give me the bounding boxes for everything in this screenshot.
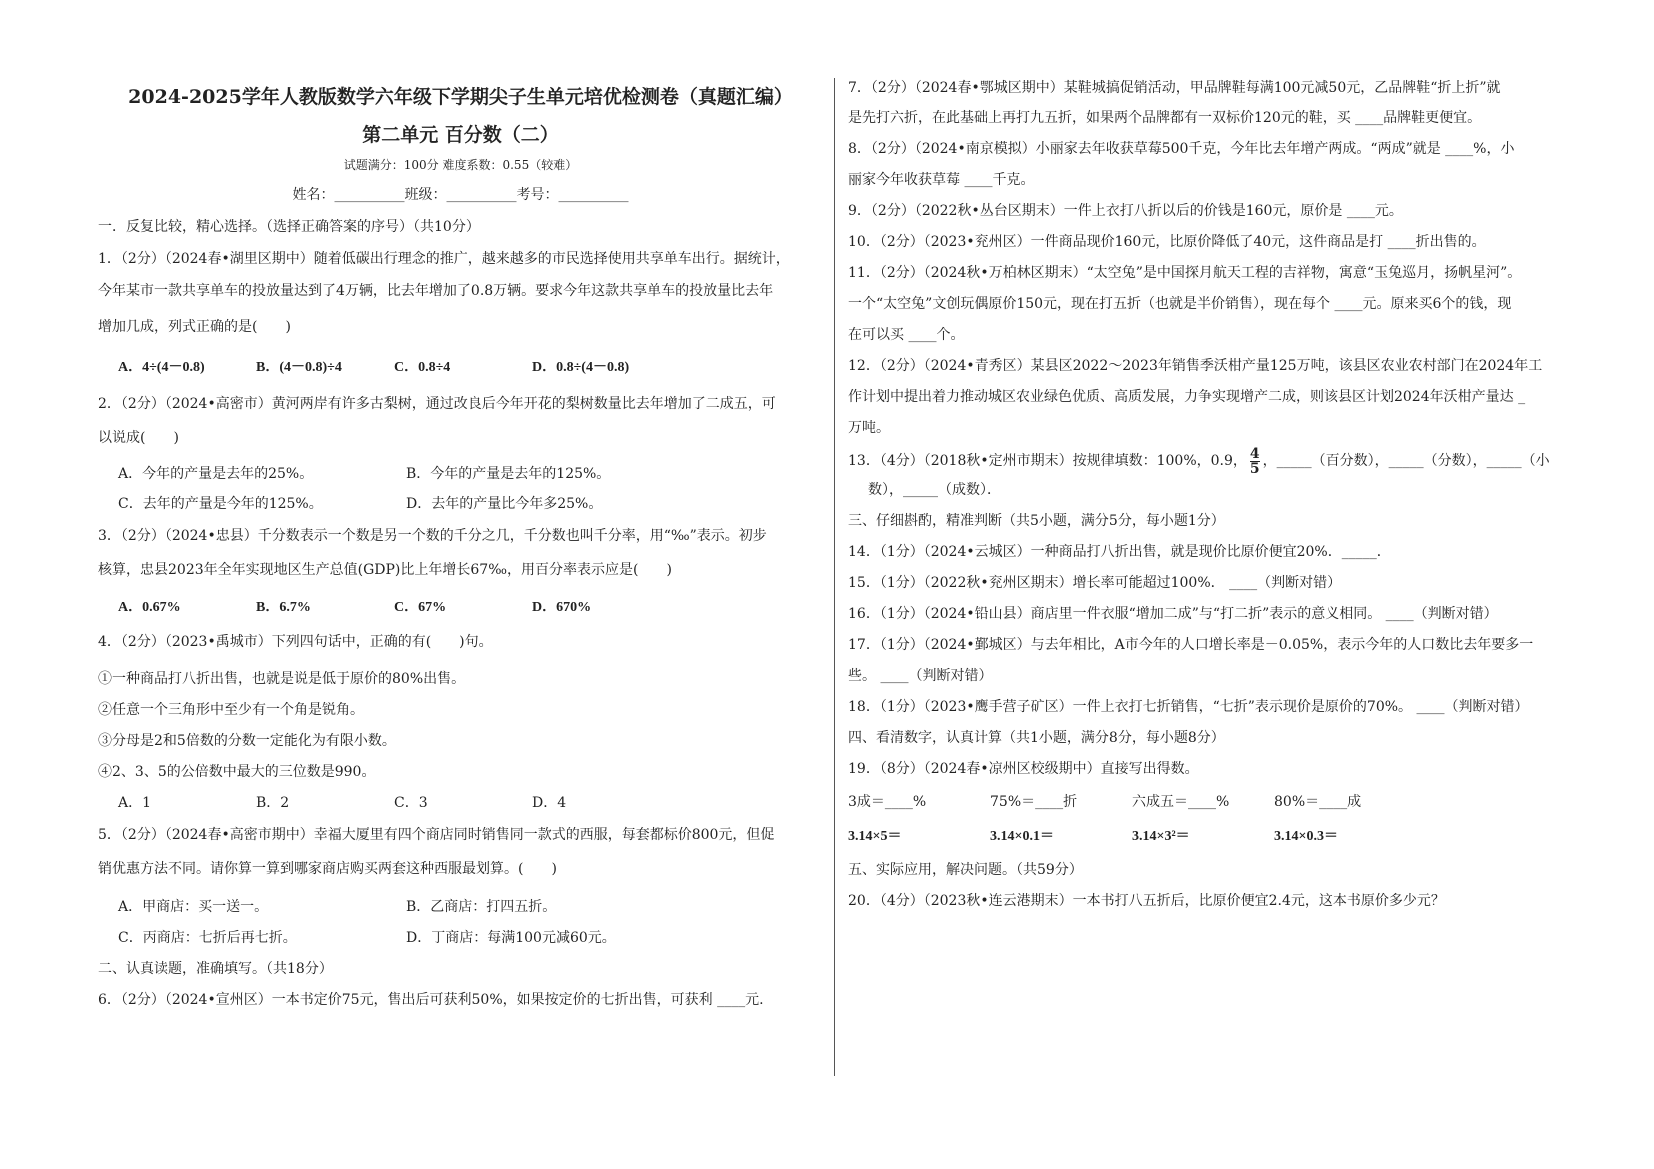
calc-item: 3.14×3²＝ [1132, 829, 1190, 844]
question-12 [848, 356, 1568, 438]
q8-line: 丽家今年收获草莓 ____千克。 [848, 172, 1035, 188]
q4-statement: ③分母是2和5倍数的分数一定能化为有限小数。 [98, 733, 396, 749]
q2-line: 2．（2分）（2024•高密市）黄河两岸有许多古梨树，通过改良后今年开花的梨树数量比去年增加了二成五，可 [98, 396, 776, 412]
calc-row [848, 827, 1568, 847]
option: A．甲商店：买一送一。 [118, 899, 269, 915]
q1-line: 今年某市一款共享单车的投放量达到了4万辆，比去年增加了0.8万辆。要求今年这款共享单车的投放量比去年 [98, 283, 774, 299]
q4-statement: ④2、3、5的公倍数中最大的三位数是990。 [98, 764, 376, 780]
option: B．乙商店：打四五折。 [406, 899, 557, 915]
calc-row [848, 792, 1568, 812]
exam-title: 2024-2025学年人教版数学六年级下学期尖子生单元培优检测卷（真题汇编） [128, 86, 793, 108]
calc-item: 3成＝____% [848, 794, 927, 810]
q7-line: 是先打六折，在此基础上再打九五折，如果两个品牌都有一双标价120元的鞋，买 ____品牌鞋更便宜。 [848, 110, 1482, 126]
question-16: 16．（1分）（2024•铅山县）商店里一件衣服“增加二成”与“打二折”表示的意义相同。 ____（判断对错） [848, 606, 1498, 622]
student-info: 姓名：__________班级：__________考号：__________ [292, 187, 629, 203]
option: A．4÷(4－0.8) [118, 360, 205, 375]
q13-line: 数），_____（成数）． [868, 482, 1001, 498]
left-column [98, 74, 823, 1010]
q13-text: ，_____（百分数），_____（分数），_____（小 [1262, 453, 1550, 469]
option: B．(4－0.8)÷4 [256, 360, 342, 375]
q7-line: 7．（2分）（2024春•鄂城区期中）某鞋城搞促销活动，甲品牌鞋每满100元减50元，乙品牌鞋“折上折”就 [848, 80, 1501, 96]
q3-line: 3．（2分）（2024•忠县）千分数表示一个数是另一个数的千分之几，千分数也叫千分率，用“‰”表示。初步 [98, 528, 767, 544]
question-4 [98, 632, 823, 813]
q2-line: 以说成( ) [98, 430, 179, 446]
question-11 [848, 263, 1568, 345]
question-9: 9．（2分）（2022秋•丛台区期末）一件上衣打八折以后的价钱是160元，原价是 ____元。 [848, 203, 1403, 219]
q5-line: 销优惠方法不同。请你算一算到哪家商店购买两套这种西服最划算。( ) [98, 861, 557, 877]
option: D．4 [532, 795, 567, 811]
q12-line: 12．（2分）（2024•青秀区）某县区2022～2023年销售季沃柑产量125万吨，该县区农业农村部门在2024年工 [848, 358, 1543, 374]
option: A．1 [118, 795, 152, 811]
section-4-heading: 四、看清数字，认真计算（共1小题，满分8分，每小题8分） [848, 730, 1225, 746]
q5-options [98, 897, 823, 917]
option: D．670% [532, 600, 592, 615]
option: D．丁商店：每满100元减60元。 [406, 930, 616, 946]
section-3-heading: 三、仔细斟酌，精准判断（共5小题，满分5分，每小题1分） [848, 513, 1225, 529]
calc-item: 75%＝____折 [990, 794, 1078, 810]
q1-options [98, 358, 823, 378]
option: C．去年的产量是今年的125%。 [118, 496, 323, 512]
question-10: 10．（2分）（2023•兖州区）一件商品现价160元，比原价降低了40元，这件商品是打 ____折出售的。 [848, 234, 1486, 250]
option: B．6.7% [256, 600, 311, 615]
question-20: 20．（4分）（2023秋•连云港期末）一本书打八五折后，比原价便宜2.4元，这本书原价多少元？ [848, 893, 1445, 909]
option: C．3 [394, 795, 428, 811]
q12-line: 作计划中提出着力推动城区农业绿色优质、高质发展，力争实现增产二成，则该县区计划2024年沃柑产量达 _ [848, 389, 1526, 405]
question-19: 19．（8分）（2024春•凉州区校级期中）直接写出得数。 [848, 761, 1199, 777]
q4-statement: ②任意一个三角形中至少有一个角是锐角。 [98, 702, 364, 718]
question-7 [848, 78, 1568, 128]
q13-text: 13．（4分）（2018秋•定州市期末）按规律填数：100%，0.9， [848, 453, 1247, 469]
q17-line: 17．（1分）（2024•鄞城区）与去年相比，A市今年的人口增长率是－0.05%，表示今年的人口数比去年要多一 [848, 637, 1534, 653]
question-1 [98, 249, 823, 378]
fraction-numerator: 4 [1249, 445, 1260, 462]
q4-line: 4．（2分）（2023•禹城市）下列四句话中，正确的有( )句。 [98, 634, 493, 650]
q3-line: 核算，忠县2023年全年实现地区生产总值(GDP)比上年增长67‰，用百分率表示应是( ) [98, 562, 672, 578]
option: D．去年的产量比今年多25%。 [406, 496, 603, 512]
option: A．今年的产量是去年的25%。 [118, 466, 314, 482]
q1-line: 1．（2分）（2024春•湖里区期中）随着低碳出行理念的推广，越来越多的市民选择使用共享单车出行。据统计， [98, 251, 790, 267]
question-18: 18．（1分）（2023•鹰手营子矿区）一件上衣打七折销售，“七折”表示现价是原价的70%。 ____（判断对错） [848, 699, 1529, 715]
q4-options [98, 793, 823, 813]
q5-options [98, 928, 823, 948]
option: A．0.67% [118, 600, 181, 615]
q13-line [848, 444, 1568, 478]
option: D．0.8÷(4－0.8) [532, 360, 630, 375]
question-2 [98, 394, 823, 514]
q3-options [98, 598, 823, 618]
unit-subtitle: 第二单元 百分数（二） [362, 124, 559, 146]
question-6: 6．（2分）（2024•宣州区）一本书定价75元，售出后可获利50%，如果按定价的七折出售，可获利 ____元. [98, 992, 764, 1008]
q17-line: 些。 ____（判断对错） [848, 668, 993, 684]
calc-item: 3.14×0.1＝ [990, 829, 1054, 844]
question-13 [848, 444, 1568, 500]
option: C．丙商店：七折后再七折。 [118, 930, 297, 946]
fraction-denominator: 5 [1249, 460, 1260, 477]
q11-line: 一个“太空兔”文创玩偶原价150元，现在打五折（也就是半价销售），现在每个 ____元。原来买6个的钱，现 [848, 296, 1512, 312]
question-15: 15．（1分）（2022秋•兖州区期末）增长率可能超过100%． ____（判断对错） [848, 575, 1342, 591]
question-3 [98, 526, 823, 618]
option: B．今年的产量是去年的125%。 [406, 466, 611, 482]
option: C．67% [394, 600, 447, 615]
calc-item: 3.14×5＝ [848, 829, 902, 844]
calc-item: 80%＝____成 [1274, 794, 1362, 810]
q5-line: 5．（2分）（2024春•高密市期中）幸福大厦里有四个商店同时销售同一款式的西服，每套都标价800元，但促 [98, 827, 775, 843]
column-divider [834, 78, 835, 1076]
q11-line: 在可以买 ____个。 [848, 327, 965, 343]
exam-meta: 试题满分：100分 难度系数：0.55（较难） [343, 158, 578, 172]
right-column [848, 74, 1568, 911]
q12-line: 万吨。 [848, 420, 890, 436]
q2-options [98, 464, 823, 484]
q1-line: 增加几成，列式正确的是( ) [98, 319, 291, 335]
question-17 [848, 635, 1568, 686]
section-5-heading: 五、实际应用，解决问题。（共59分） [848, 862, 1083, 878]
calc-item: 3.14×0.3＝ [1274, 829, 1338, 844]
option: C．0.8÷4 [394, 360, 451, 375]
q2-options [98, 494, 823, 514]
question-14: 14．（1分）（2024•云城区）一种商品打八折出售，就是现价比原价便宜20%．_____． [848, 544, 1391, 560]
question-8 [848, 139, 1568, 190]
calc-item: 六成五＝____% [1132, 794, 1230, 810]
fraction [1250, 447, 1260, 476]
q11-line: 11．（2分）（2024秋•万柏林区期末）“太空兔”是中国探月航天工程的吉祥物，寓意“玉兔巡月，扬帆星河”。 [848, 265, 1522, 281]
section-2-heading: 二、认真读题，准确填写。（共18分） [98, 961, 333, 977]
section-1-heading: 一．反复比较，精心选择。（选择正确答案的序号）（共10分） [98, 219, 480, 235]
q4-statement: ①一种商品打八折出售，也就是说是低于原价的80%出售。 [98, 671, 466, 687]
question-5 [98, 825, 823, 948]
q8-line: 8．（2分）（2024•南京模拟）小丽家去年收获草莓500千克，今年比去年增产两成。“两成”就是 ____%，小 [848, 141, 1515, 157]
option: B．2 [256, 795, 290, 811]
